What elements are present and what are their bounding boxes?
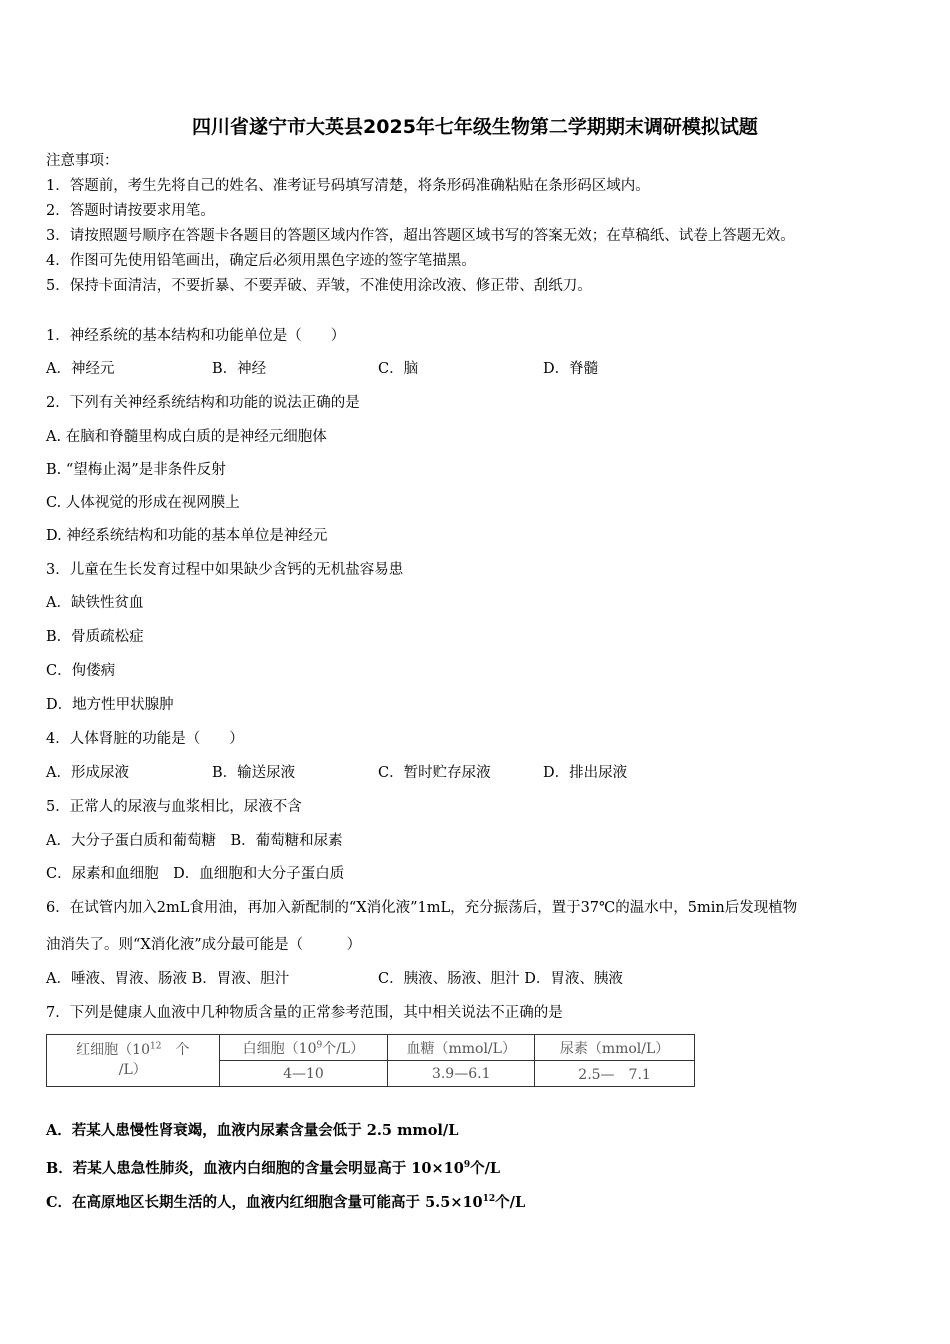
q3-option-a: A．缺铁性贫血 (46, 595, 144, 611)
table-cell-glucose: 3.9—6.1 (388, 1061, 535, 1087)
q1-option-a: A．神经元 (46, 361, 115, 377)
q5-stem: 5．正常人的尿液与血浆相比，尿液不含 (46, 799, 302, 815)
q7-option-c: C．在高原地区长期生活的人，血液内红细胞含量可能高于 $5.5\times 10^{12}$个/L (46, 1193, 526, 1211)
q1-option-b: B．神经 (212, 361, 267, 377)
q4-option-a: A．形成尿液 (46, 765, 129, 781)
q6-options-ab: A．唾液、胃液、肠液 B．胃液、胆汁 (46, 971, 290, 987)
table-header-urea: 尿素（mmol/L） (535, 1035, 695, 1061)
notice-heading: 注意事项： (46, 153, 119, 169)
q5-options-cd: C．尿素和血细胞 D．血细胞和大分子蛋白质 (46, 866, 345, 882)
q1-option-d: D．脊髓 (543, 361, 599, 377)
q4-option-c: C．暂时贮存尿液 (378, 765, 491, 781)
q6-options-cd: C．胰液、肠液、胆汁 D．胃液、胰液 (378, 971, 623, 987)
q3-option-d: D．地方性甲状腺肿 (46, 697, 174, 713)
q3-option-b: B．骨质疏松症 (46, 629, 144, 645)
q2-option-d: D. 神经系统结构和功能的基本单位是神经元 (46, 528, 328, 544)
q7-option-b: B．若某人患急性肺炎，血液内白细胞的含量会明显高于 $10\times 10^9$个/L (46, 1159, 501, 1177)
notice-item: 5．保持卡面清洁，不要折暴、不要弄破、弄皱，不准使用涂改液、修正带、刮纸刀。 (46, 278, 592, 294)
q7-option-a: A．若某人患慢性肾衰竭，血液内尿素含量会低于 2.5 mmol/L (46, 1122, 459, 1139)
q4-stem: 4．人体肾脏的功能是（ ） (46, 731, 244, 747)
q6-stem-line2: 油消失了。则“X消化液”成分最可能是（ ） (46, 937, 362, 953)
notice-item: 2．答题时请按要求用笔。 (46, 203, 215, 219)
notice-item: 1．答题前，考生先将自己的姓名、准考证号码填写清楚，将条形码准确粘贴在条形码区域内。 (46, 178, 650, 194)
table-header-wbc: 白细胞（$10^9$个/L） (219, 1035, 388, 1061)
q2-option-b: B. “望梅止渴”是非条件反射 (46, 462, 226, 478)
q2-option-c: C. 人体视觉的形成在视网膜上 (46, 495, 240, 511)
q4-option-b: B．输送尿液 (212, 765, 296, 781)
q6-stem-line1: 6．在试管内加入2mL食用油，再加入新配制的“X消化液”1mL，充分振荡后，置于37℃的温水中，5min后发现植物 (46, 900, 798, 916)
q3-stem: 3．儿童在生长发育过程中如果缺少含钙的无机盐容易患 (46, 562, 404, 578)
q1-stem: 1．神经系统的基本结构和功能单位是（ ） (46, 328, 346, 344)
table-cell-wbc: 4—10 (219, 1061, 388, 1087)
table-header-rbc: 红细胞（$10^{12}$ 个 /L） (47, 1035, 220, 1087)
q2-stem: 2．下列有关神经系统结构和功能的说法正确的是 (46, 395, 360, 411)
q2-option-a: A. 在脑和脊髓里构成白质的是神经元细胞体 (46, 429, 327, 445)
notice-item: 4．作图可先使用铅笔画出，确定后必须用黑色字迹的签字笔描黑。 (46, 253, 476, 269)
reference-range-table (46, 1034, 695, 1087)
q1-option-c: C．脑 (378, 361, 419, 377)
page-title: 四川省遂宁市大英县2025年七年级生物第二学期期末调研模拟试题 (192, 116, 758, 138)
q7-stem: 7．下列是健康人血液中几种物质含量的正常参考范围，其中相关说法不正确的是 (46, 1005, 563, 1021)
q4-option-d: D．排出尿液 (543, 765, 628, 781)
table-cell-urea: 2.5— 7.1 (535, 1061, 695, 1087)
q3-option-c: C．佝偻病 (46, 663, 116, 679)
q5-options-ab: A．大分子蛋白质和葡萄糖 B．葡萄糖和尿素 (46, 833, 343, 849)
table-header-glucose: 血糖（mmol/L） (388, 1035, 535, 1061)
notice-item: 3．请按照题号顺序在答题卡各题目的答题区域内作答，超出答题区域书写的答案无效；在草稿纸、试卷上答题无效。 (46, 228, 795, 244)
